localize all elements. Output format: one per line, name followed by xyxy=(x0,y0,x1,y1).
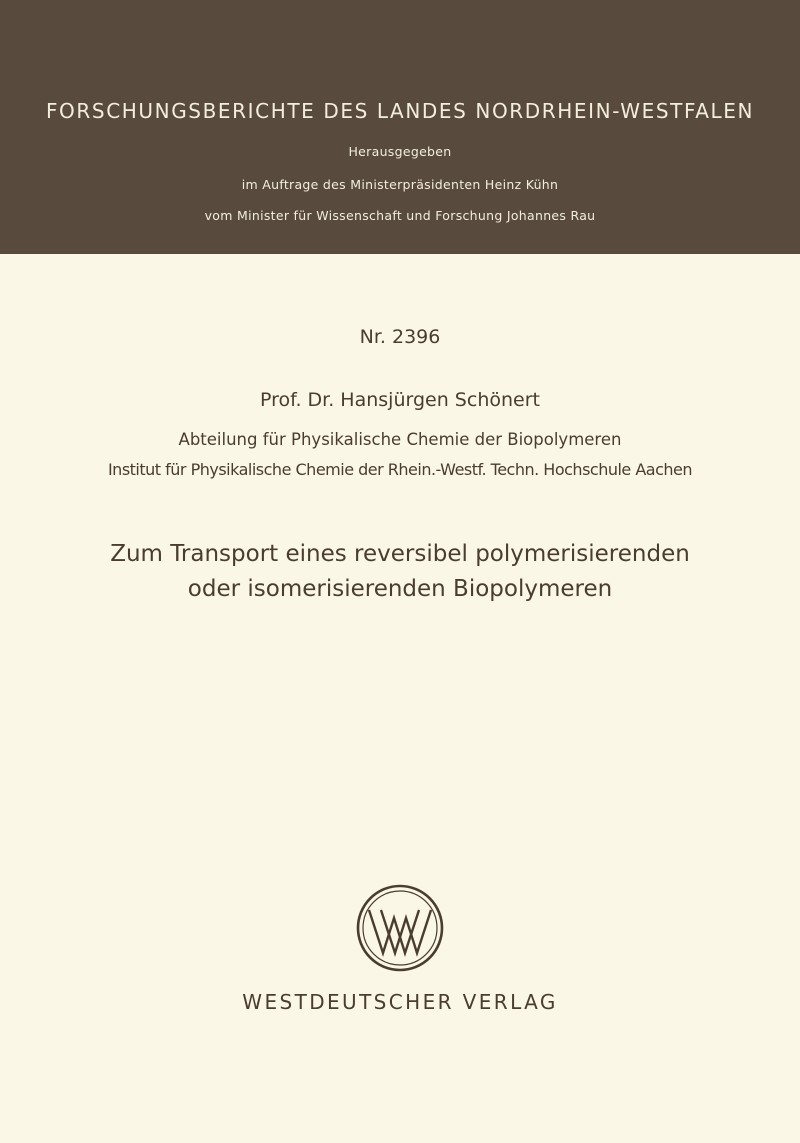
report-title-line-1: Zum Transport eines reversibel polymerisierenden xyxy=(110,541,690,567)
ww-publisher-logo-icon xyxy=(355,883,445,973)
editor-line: Herausgegeben xyxy=(348,144,452,159)
minister-line: vom Minister für Wissenschaft und Forschung Johannes Rau xyxy=(204,208,596,223)
commission-line: im Auftrage des Ministerpräsidenten Heinz Kühn xyxy=(241,177,559,192)
author-name: Prof. Dr. Hansjürgen Schönert xyxy=(260,389,540,411)
publisher-name: WESTDEUTSCHER VERLAG xyxy=(242,990,558,1014)
header-band xyxy=(0,0,800,254)
report-number: Nr. 2396 xyxy=(359,326,441,348)
report-title-line-2: oder isomerisierenden Biopolymeren xyxy=(187,576,613,602)
department: Abteilung für Physikalische Chemie der Biopolymeren xyxy=(178,430,622,449)
series-title: FORSCHUNGSBERICHTE DES LANDES NORDRHEIN-WESTFALEN xyxy=(45,99,755,123)
institute: Institut für Physikalische Chemie der Rhein.-Westf. Techn. Hochschule Aachen xyxy=(107,460,693,479)
